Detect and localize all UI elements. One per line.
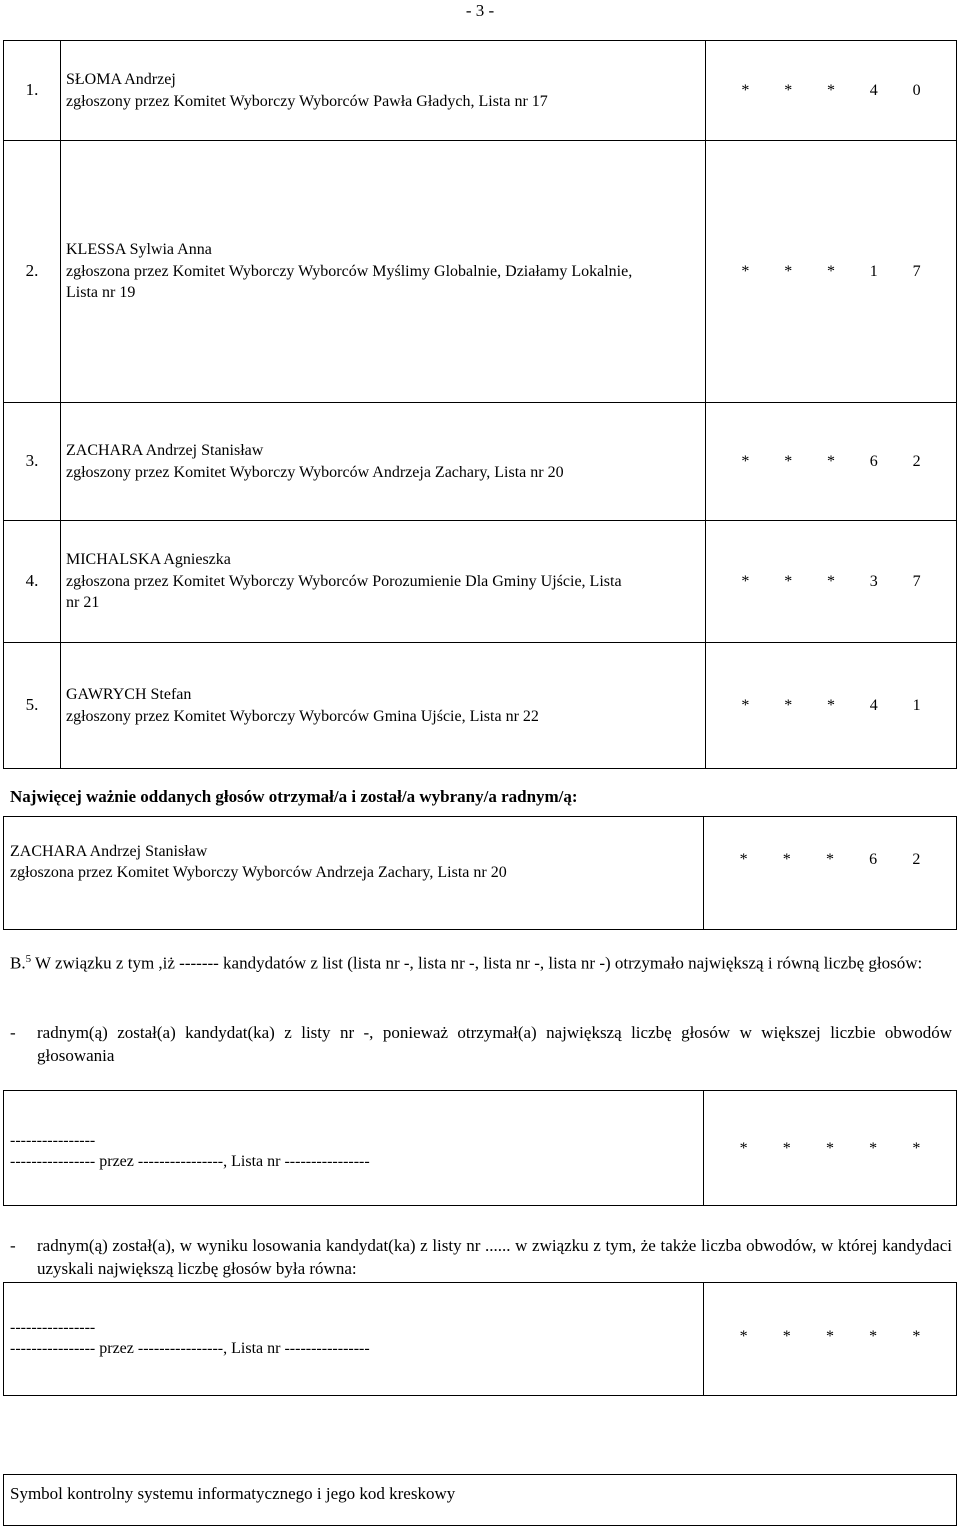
vote-digit: 4	[869, 696, 878, 714]
vote-digit: *	[741, 262, 750, 280]
candidate-name: ZACHARA Andrzej Stanisław	[66, 441, 264, 459]
option1-votes	[703, 1091, 956, 1205]
section-b-text: W związku z tym ,iż ------- kandydatów z list (lista nr -, lista nr -, lista nr -, lista nr -) otrzymało największą i równą liczbę głosów:	[35, 953, 923, 973]
candidate-number: 1.	[4, 41, 61, 141]
option1-dash: -	[10, 1023, 16, 1042]
option1-text: radnym(ą) został(a) kandydat(ka) z listy nr -, ponieważ otrzymał(a) największą liczbę głosów w większej liczbie obwodów głosowania	[37, 1023, 952, 1065]
vote-digit: *	[782, 1140, 791, 1157]
option2-box	[3, 1282, 957, 1396]
candidate-name: KLESSA Sylwia Anna	[66, 241, 212, 259]
vote-digit: *	[826, 262, 835, 280]
option2-dash: -	[10, 1236, 16, 1255]
table-row	[4, 643, 957, 769]
table-row	[4, 521, 957, 643]
vote-digit: 0	[912, 81, 921, 99]
candidate-cell	[61, 643, 706, 769]
candidate-votes	[706, 141, 957, 403]
vote-digit: *	[741, 81, 750, 99]
vote-digit: 4	[869, 81, 878, 99]
candidate-cell	[61, 403, 706, 521]
vote-digit: *	[784, 81, 793, 99]
vote-digit: *	[741, 452, 750, 470]
page-number: - 3 -	[465, 1, 495, 20]
candidate-committee: zgłoszona przez Komitet Wyborczy Wyborców Porozumienie Dla Gminy Ujście, Lista	[66, 572, 622, 590]
vote-digit: *	[869, 1140, 878, 1157]
vote-digit: *	[739, 1140, 748, 1157]
vote-digit: *	[739, 1328, 748, 1345]
vote-digit: *	[912, 1140, 921, 1157]
option1-line2: ---------------- przez ----------------, Lista nr ----------------	[10, 1153, 370, 1170]
candidate-committee: zgłoszona przez Komitet Wyborczy Wyborców Myślimy Globalnie, Działamy Lokalnie,	[66, 262, 633, 280]
option2-votes	[703, 1283, 956, 1395]
vote-digit: *	[825, 1140, 834, 1157]
winner-votes	[703, 817, 956, 929]
vote-digit: *	[912, 1328, 921, 1345]
option2-text: radnym(ą) został(a), w wyniku losowania kandydat(ka) z listy nr ...... w związku z tym, że także liczba obwodów, w której kandydaci uzyskali największą liczbę głosów była równa:	[37, 1236, 952, 1278]
vote-digit: *	[741, 696, 750, 714]
candidate-committee-cont: Lista nr 19	[66, 284, 136, 302]
vote-digit: 2	[912, 452, 921, 470]
candidate-cell	[61, 521, 706, 643]
vote-digit: 7	[912, 572, 921, 590]
vote-digit: *	[784, 696, 793, 714]
vote-digit: *	[784, 572, 793, 590]
candidate-votes	[706, 643, 957, 769]
vote-digit: 6	[869, 851, 878, 868]
section-b-paragraph	[10, 952, 952, 976]
winner-committee: zgłoszona przez Komitet Wyborczy Wyborców Andrzeja Zachary, Lista nr 20	[10, 864, 507, 881]
vote-digit: 7	[912, 262, 921, 280]
winner-heading: Najwięcej ważnie oddanych głosów otrzymał/a i został/a wybrany/a radnym/ą:	[10, 787, 578, 806]
option2-paragraph	[10, 1235, 952, 1281]
winner-name: ZACHARA Andrzej Stanisław	[10, 843, 208, 860]
vote-digit: *	[784, 262, 793, 280]
option1-box	[3, 1090, 957, 1206]
vote-digit: *	[826, 452, 835, 470]
candidate-number: 2.	[4, 141, 61, 403]
option1-paragraph	[10, 1022, 952, 1068]
section-b-label: B.	[10, 953, 26, 973]
vote-digit: *	[826, 81, 835, 99]
candidate-committee: zgłoszony przez Komitet Wyborczy Wyborców Pawła Gładych, Lista nr 17	[66, 92, 548, 110]
vote-digit: 1	[912, 696, 921, 714]
vote-digit: *	[782, 1328, 791, 1345]
table-row	[4, 403, 957, 521]
vote-digit: 2	[912, 851, 921, 868]
candidate-name: MICHALSKA Agnieszka	[66, 551, 231, 569]
candidate-committee: zgłoszony przez Komitet Wyborczy Wyborców Andrzeja Zachary, Lista nr 20	[66, 463, 564, 481]
candidate-name: GAWRYCH Stefan	[66, 685, 192, 703]
vote-digit: 1	[869, 262, 878, 280]
vote-digit: *	[826, 572, 835, 590]
footnote-marker: 5	[25, 953, 32, 965]
vote-digit: 3	[869, 572, 878, 590]
candidate-votes	[706, 41, 957, 141]
winner-box	[3, 816, 957, 930]
candidate-number: 3.	[4, 403, 61, 521]
option2-line1: ----------------	[10, 1319, 96, 1336]
candidate-votes	[706, 521, 957, 643]
candidate-committee: zgłoszony przez Komitet Wyborczy Wyborców Gmina Ujście, Lista nr 22	[66, 707, 539, 725]
control-symbol-box	[3, 1474, 957, 1526]
vote-digit: *	[784, 452, 793, 470]
candidate-votes	[706, 403, 957, 521]
candidate-committee-cont: nr 21	[66, 594, 100, 612]
candidates-table	[3, 40, 957, 769]
vote-digit: *	[782, 851, 791, 868]
option2-line2: ---------------- przez ----------------, Lista nr ----------------	[10, 1340, 370, 1357]
vote-digit: *	[741, 572, 750, 590]
vote-digit: *	[826, 696, 835, 714]
candidate-name: SŁOMA Andrzej	[66, 70, 176, 88]
control-symbol-label: Symbol kontrolny systemu informatycznego i jego kod kreskowy	[10, 1484, 456, 1503]
candidate-number: 4.	[4, 521, 61, 643]
vote-digit: *	[825, 1328, 834, 1345]
vote-digit: *	[739, 851, 748, 868]
candidate-cell	[61, 41, 706, 141]
candidate-cell	[61, 141, 706, 403]
vote-digit: *	[825, 851, 834, 868]
table-row	[4, 41, 957, 141]
table-row	[4, 141, 957, 403]
vote-digit: 6	[869, 452, 878, 470]
candidate-number: 5.	[4, 643, 61, 769]
option1-line1: ----------------	[10, 1132, 96, 1149]
vote-digit: *	[869, 1328, 878, 1345]
